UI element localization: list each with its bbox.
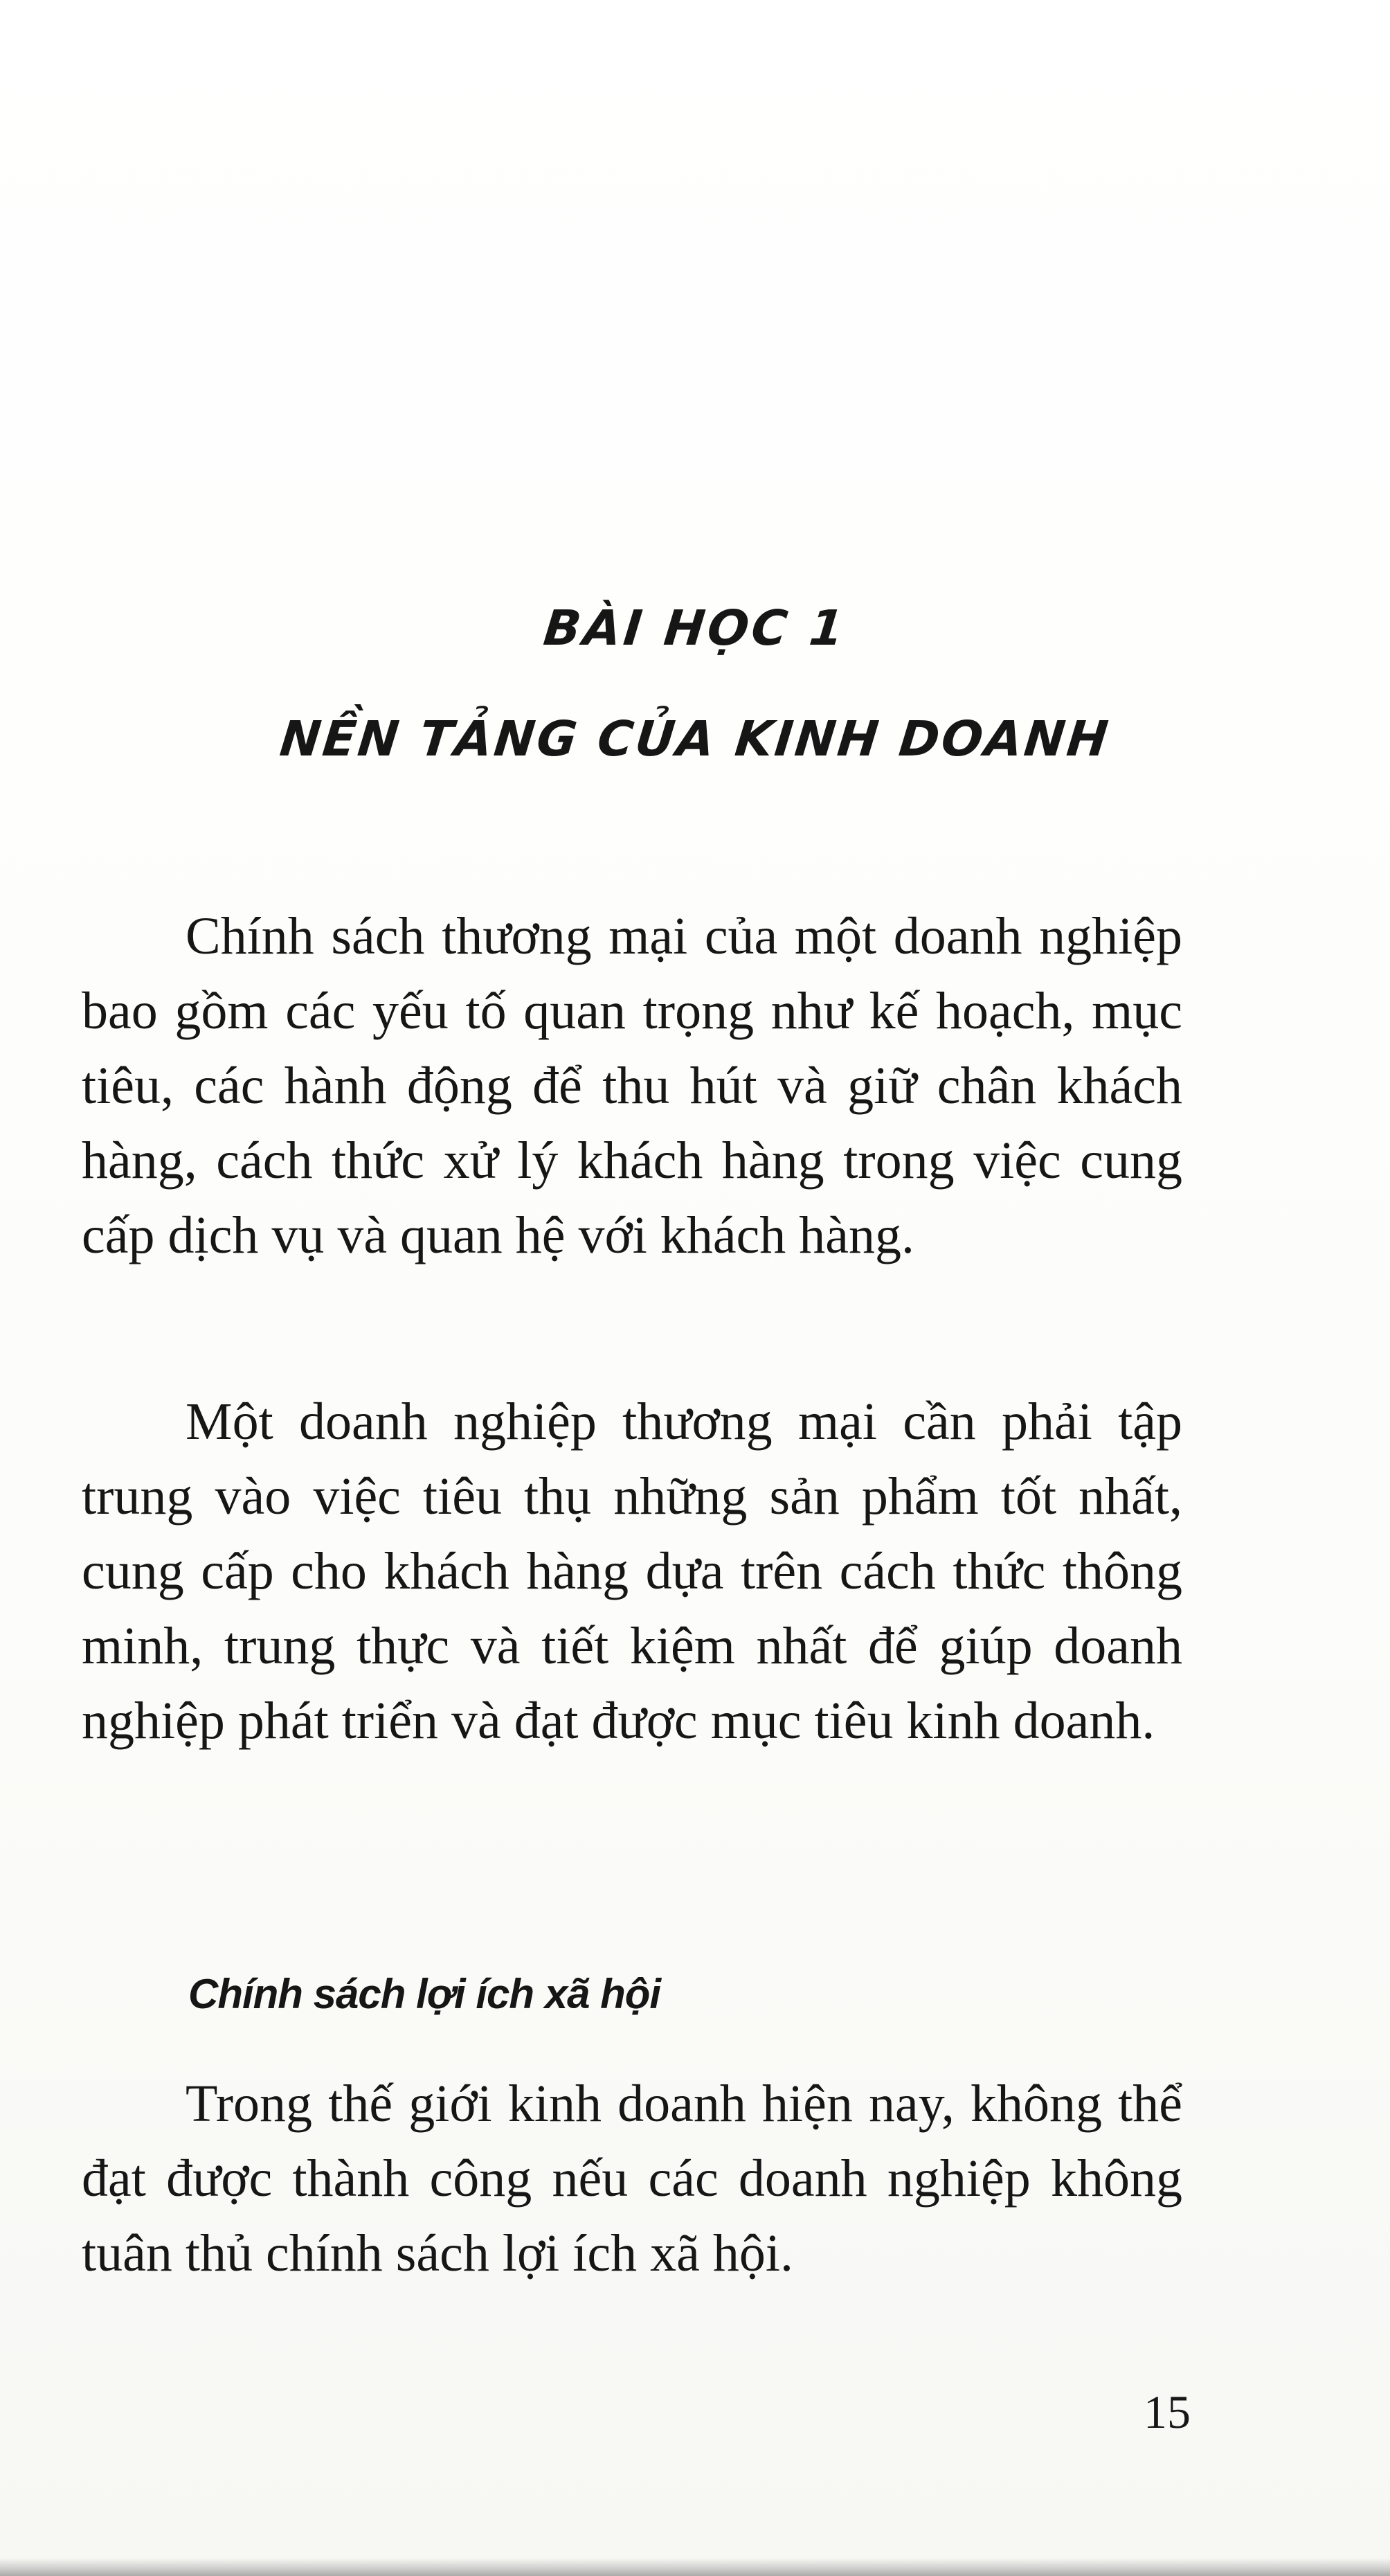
- lesson-title: NỀN TẢNG CỦA KINH DOANH: [277, 710, 1113, 767]
- lesson-label: BÀI HỌC 1: [541, 600, 849, 656]
- body-paragraph-1: Chính sách thương mại của một doanh nghiệp bao gồm các yếu tố quan trọng như kế hoạch, mục tiêu, các hành động để thu hút và giữ chân khách hàng, cách thức xử lý khách hàng trong việc cung cấp dịch vụ và quan hệ với khách hàng.: [82, 907, 1182, 1264]
- body-paragraph-3: Trong thế giới kinh doanh hiện nay, không thể đạt được thành công nếu các doanh nghiệp không tuân thủ chính sách lợi ích xã hội.: [82, 2075, 1182, 2282]
- section-subheading: Chính sách lợi ích xã hội: [188, 1971, 661, 2017]
- page-number: 15: [1144, 2386, 1191, 2438]
- body-paragraph-2: Một doanh nghiệp thương mại cần phải tập trung vào việc tiêu thụ những sản phẩm tốt nhất, cung cấp cho khách hàng dựa trên cách thức thông minh, trung thực và tiết kiệm nhất để giúp doanh nghiệp phát triển và đạt được mục tiêu kinh doanh.: [82, 1393, 1182, 1750]
- page-edge-shadow: [0, 2558, 1390, 2576]
